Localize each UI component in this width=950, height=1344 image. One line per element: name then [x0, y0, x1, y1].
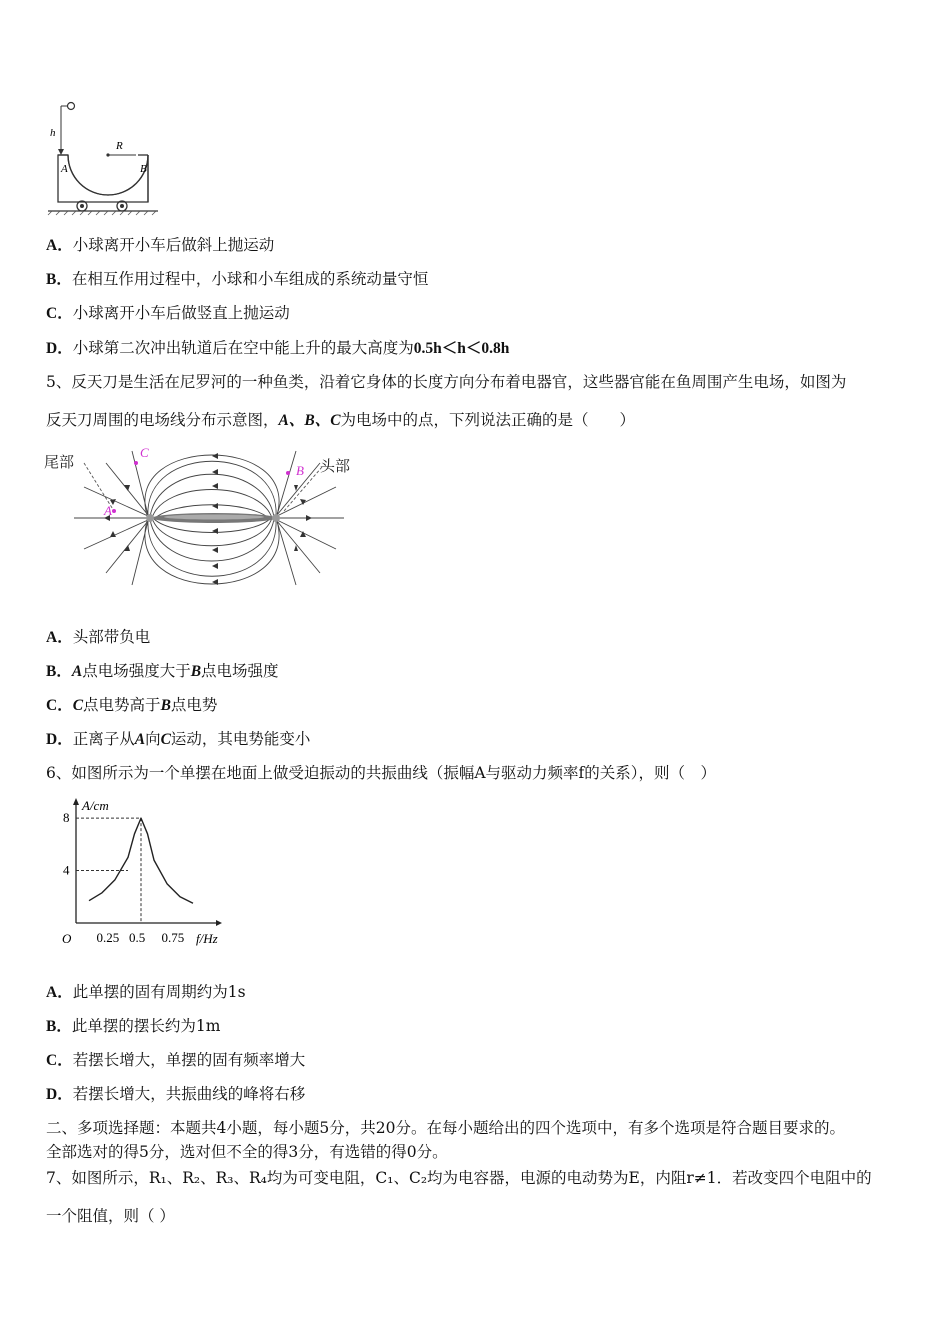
x-axis-arrow: [216, 920, 222, 926]
chart-origin: O: [62, 931, 72, 946]
label-point-c: C: [140, 445, 149, 460]
x-tick-label: 0.25: [96, 930, 120, 945]
q5-option-b: B．A点电场强度大于B点电场强度: [46, 662, 279, 680]
q6-option-c: C．若摆长增大，单摆的固有频率增大: [46, 1051, 306, 1069]
q6-option-b: B．此单摆的摆长约为1m: [46, 1017, 221, 1035]
y-tick-label: 4: [63, 862, 70, 878]
x-tick-label: 0.75: [161, 930, 185, 945]
label-r: R: [116, 140, 123, 152]
label-tail: 尾部: [44, 454, 75, 471]
section2-line2: 全部选对的得5分，选对但不全的得3分，有选错的得0分。: [46, 1143, 448, 1161]
q5-option-d: D．正离子从A向C运动，其电势能变小: [46, 730, 311, 748]
y-axis-arrow: [73, 798, 79, 805]
electric-field-figure: [44, 445, 364, 605]
chart-ylabel: A/cm: [82, 798, 109, 813]
q7-stem-line2: 一个阻值，则（ ）: [46, 1207, 175, 1225]
q5-stem-line1: 5、反天刀是生活在尼罗河的一种鱼类，沿着它身体的长度方向分布着电器官，这些器官能在鱼周围产生电场，如图为: [46, 373, 847, 391]
label-point-b: B: [296, 463, 304, 478]
q4-option-a: A．小球离开小车后做斜上抛运动: [46, 236, 275, 254]
q4-option-d: D．小球第二次冲出轨道后在空中能上升的最大高度为0.5h＜h＜0.8h: [46, 339, 510, 357]
y-tick-label: 8: [63, 810, 70, 826]
label-head: 头部: [320, 458, 351, 475]
q5-option-c: C．C点电势高于B点电势: [46, 696, 218, 714]
label-a: A: [61, 163, 68, 175]
x-tick-label: 0.5: [129, 930, 146, 945]
label-point-a: A: [104, 503, 112, 518]
resonance-chart: [56, 795, 236, 950]
q4-option-b: B．在相互作用过程中，小球和小车组成的系统动量守恒: [46, 270, 429, 288]
q6-option-a: A．此单摆的固有周期约为1s: [46, 983, 246, 1001]
section2-line1: 二、多项选择题：本题共4小题，每小题5分，共20分。在每小题给出的四个选项中，有多个选项是符合题目要求的。: [46, 1119, 845, 1137]
cart-track-figure: [44, 98, 164, 216]
q6-option-d: D．若摆长增大，共振曲线的峰将右移: [46, 1085, 306, 1103]
q5-stem-line2: 反天刀周围的电场线分布示意图，A、B、C为电场中的点，下列说法正确的是（ ）: [46, 411, 636, 429]
label-b: B: [140, 163, 147, 175]
q5-option-a: A．头部带负电: [46, 628, 151, 646]
chart-xlabel: f/Hz: [196, 931, 218, 946]
label-h: h: [50, 127, 56, 139]
ball-icon: [68, 103, 75, 110]
q6-stem: 6、如图所示为一个单摆在地面上做受迫振动的共振曲线（振幅A与驱动力频率f的关系），则（ ）: [46, 764, 717, 782]
q4-option-d-math: 0.5h＜h＜0.8h: [413, 340, 510, 357]
q7-stem-line1: 7、如图所示，R₁、R₂、R₃、R₄均为可变电阻，C₁、C₂均为电容器，电源的电动势为E，内阻r≠1．若改变四个电阻中的: [46, 1169, 872, 1187]
q4-option-c: C．小球离开小车后做竖直上抛运动: [46, 304, 290, 322]
